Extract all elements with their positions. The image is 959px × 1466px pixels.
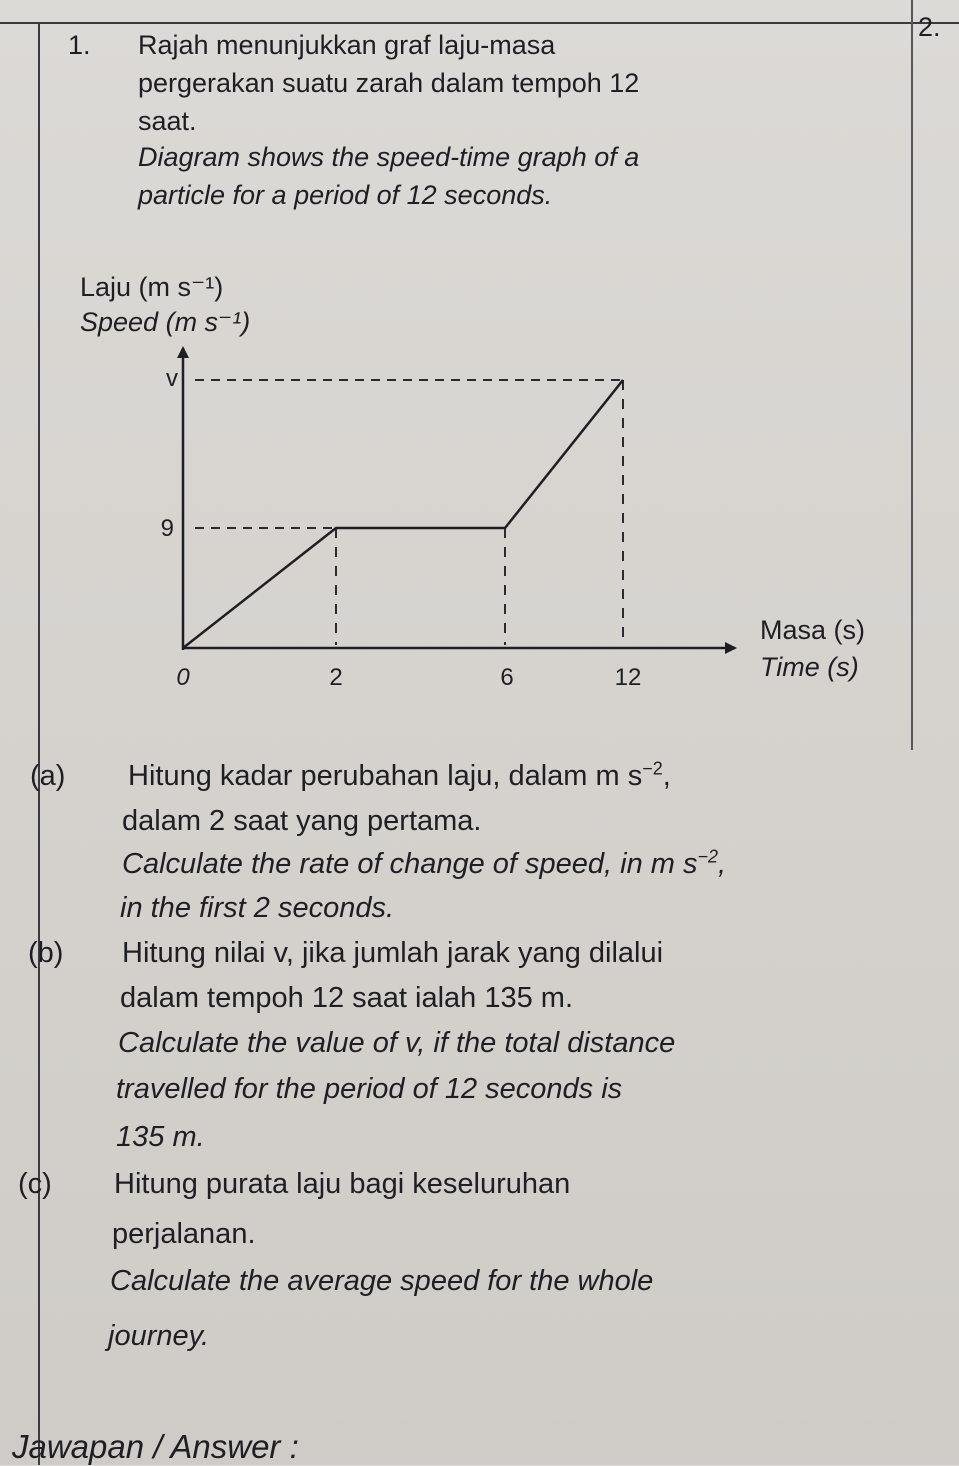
y-tick-v: v [166, 365, 178, 392]
stem-malay-line-1: Rajah menunjukkan graf laju-masa [138, 30, 556, 60]
y-axis-label-english: Speed (m s⁻¹) [80, 307, 251, 337]
part-c-malay-line-2: perjalanan. [112, 1218, 256, 1250]
stem-english-line-1: Diagram shows the speed-time graph of a [138, 142, 640, 172]
speed-line [183, 380, 623, 648]
part-a-malay-line-2: dalam 2 saat yang pertama. [122, 805, 482, 837]
part-a-label: (a) [30, 760, 66, 792]
part-c-label: (c) [18, 1168, 52, 1200]
x-axis-label-english: Time (s) [760, 652, 859, 682]
part-b-english-line-1: Calculate the value of v, if the total distance [118, 1027, 676, 1059]
x-tick-12: 12 [614, 664, 642, 691]
question-number-1: 1. [68, 30, 91, 60]
stem-malay-line-3: saat. [138, 106, 197, 136]
part-c-malay-line-1: Hitung purata laju bagi keseluruhan [114, 1168, 571, 1200]
part-b-malay-line-1: Hitung nilai v, jika jumlah jarak yang dilalui [122, 937, 664, 969]
x-axis-label-malay: Masa (s) [760, 615, 866, 645]
stem-english-line-2: particle for a period of 12 seconds. [138, 180, 553, 210]
part-a-english-line-1: Calculate the rate of change of speed, in m $s^{-2}$, [122, 846, 727, 880]
x-tick-0: 0 [176, 664, 190, 691]
part-a-malay-line-1: Hitung kadar perubahan laju, dalam m $s^{-2}$, [128, 758, 671, 792]
x-tick-2: 2 [329, 664, 343, 691]
part-a-english-line-2: in the first 2 seconds. [120, 892, 395, 924]
question-number-2: 2. [918, 12, 941, 42]
x-tick-6: 6 [500, 664, 514, 691]
part-b-malay-line-2: dalam tempoh 12 saat ialah 135 m. [120, 982, 573, 1014]
part-b-english-line-2: travelled for the period of 12 seconds is [116, 1073, 623, 1105]
y-tick-9: 9 [160, 515, 174, 542]
stem-malay-line-2: pergerakan suatu zarah dalam tempoh 12 [138, 68, 640, 98]
y-axis-label-malay: Laju (m s⁻¹) [80, 272, 224, 302]
part-c-english-line-1: Calculate the average speed for the whole [110, 1265, 654, 1297]
part-c-english-line-2: journey. [108, 1320, 210, 1352]
answer-label: Jawapan / Answer : [12, 1428, 299, 1465]
part-b-english-line-3: 135 m. [116, 1121, 205, 1153]
part-b-label: (b) [28, 937, 64, 969]
